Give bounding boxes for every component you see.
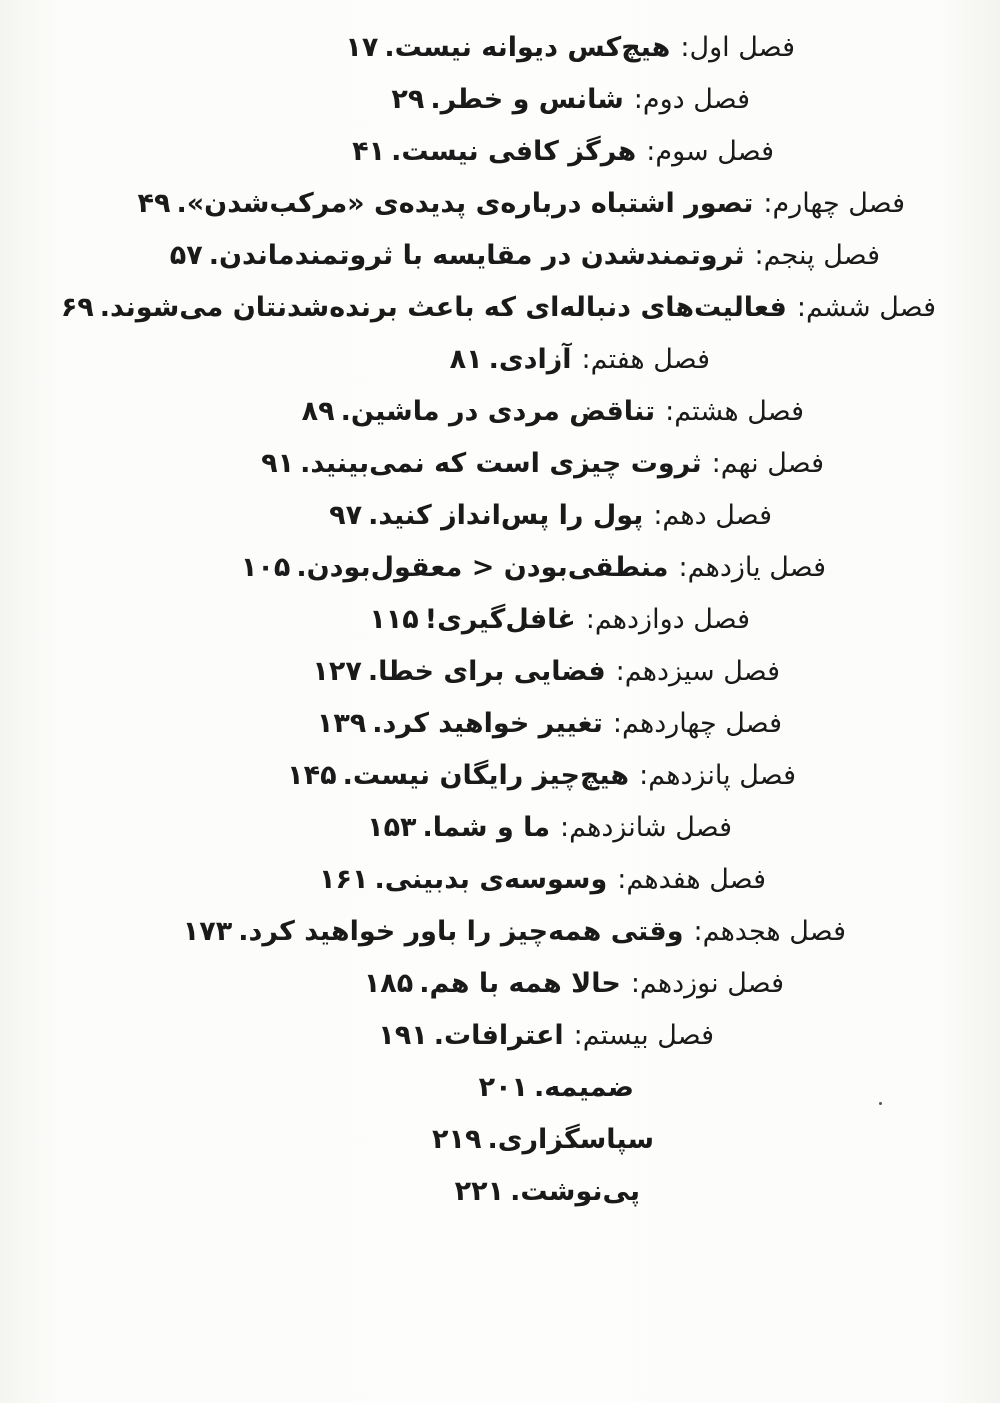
page-number: ۴۱ (352, 136, 386, 167)
chapter-title: پی‌نوشت. (510, 1176, 640, 1207)
chapter-label: فصل ششم: (796, 292, 936, 323)
chapter-label: فصل یازدهم: (678, 552, 826, 583)
page-number: ۹۷ (329, 500, 363, 531)
chapter-title: اعترافات. (433, 1020, 564, 1051)
toc-entry (0, 958, 784, 1010)
page-number: ۲۹ (391, 84, 425, 115)
table-of-contents (0, 22, 1000, 1218)
chapter-title: وسوسه‌ی بدبینی. (374, 864, 608, 895)
chapter-label: فصل هشتم: (665, 396, 804, 427)
chapter-label: فصل شانزدهم: (560, 812, 732, 843)
chapter-title: فضایی برای خطا. (367, 656, 606, 687)
toc-entry (0, 22, 795, 74)
page-number: ۱۰۵ (240, 552, 291, 583)
chapter-title: فعالیت‌های دنباله‌ای که باعث برنده‌شدنتان می‌شوند. (99, 292, 787, 323)
page-number: ۱۲۷ (312, 656, 362, 687)
chapter-title: ما و شما. (422, 812, 551, 843)
chapter-label: فصل هفتم: (581, 344, 710, 375)
toc-entry (0, 802, 732, 854)
chapter-label: فصل سیزدهم: (615, 656, 780, 687)
toc-entry (0, 178, 905, 230)
page-number: ۵۷ (169, 240, 203, 271)
chapter-label: فصل پنجم: (754, 240, 880, 271)
chapter-title: منطقی‌بودن < معقول‌بودن. (296, 552, 669, 583)
chapter-title: شانس و خطر. (430, 84, 624, 115)
chapter-title: تصور اشتباه درباره‌ی پدیده‌ی «مرکب‌شدن». (176, 188, 754, 219)
toc-entry (0, 1166, 640, 1218)
chapter-label: فصل هفدهم: (617, 864, 766, 895)
chapter-label: فصل نهم: (711, 448, 824, 479)
page-number: ۲۰۱ (478, 1072, 529, 1103)
chapter-label: فصل اول: (680, 32, 795, 63)
stray-dot (879, 1102, 882, 1105)
page-number: ۱۶۱ (318, 864, 369, 895)
toc-entry (0, 490, 772, 542)
chapter-title: ضمیمه. (534, 1072, 634, 1103)
chapter-title: غافل‌گیری! (424, 604, 576, 635)
page-number: ۲۲۱ (454, 1176, 505, 1207)
chapter-label: فصل چهاردهم: (612, 708, 782, 739)
toc-entry (0, 386, 804, 438)
toc-entry (0, 1062, 634, 1114)
page-number: ۱۹۱ (378, 1020, 428, 1051)
chapter-title: هیچ‌کس دیوانه نیست. (384, 32, 671, 63)
page-number: ۱۵۳ (367, 812, 417, 843)
chapter-title: ثروتمندشدن در مقایسه با ثروتمندماندن. (208, 240, 745, 271)
chapter-label: فصل دوم: (633, 84, 750, 115)
toc-entry (0, 334, 710, 386)
page-number: ۱۷ (345, 32, 379, 63)
page-number: ۱۸۵ (363, 968, 414, 999)
toc-entry (0, 230, 880, 282)
toc-entry (0, 1010, 714, 1062)
toc-entry (0, 1114, 654, 1166)
page-number: ۶۹ (60, 292, 94, 323)
toc-entry (0, 750, 796, 802)
page-number: ۱۱۵ (369, 604, 419, 635)
page-number: ۱۳۹ (316, 708, 367, 739)
chapter-label: فصل سوم: (646, 136, 774, 167)
page-number: ۲۱۹ (431, 1124, 482, 1155)
toc-entry (0, 74, 750, 126)
chapter-title: هیچ‌چیز رایگان نیست. (342, 760, 630, 791)
toc-entry (0, 542, 826, 594)
page-number: ۸۹ (301, 396, 335, 427)
chapter-title: هرگز کافی نیست. (391, 136, 637, 167)
chapter-label: فصل دهم: (653, 500, 772, 531)
chapter-title: تناقض مردی در ماشین. (340, 396, 656, 427)
chapter-title: آزادی. (488, 344, 572, 375)
toc-entry (0, 906, 846, 958)
toc-entry (0, 698, 782, 750)
chapter-label: فصل چهارم: (763, 188, 905, 219)
toc-entry (0, 646, 780, 698)
toc-entry (0, 594, 750, 646)
page-number: ۴۹ (137, 188, 171, 219)
chapter-title: تغییر خواهید کرد. (372, 708, 603, 739)
chapter-title: وقتی همه‌چیز را باور خواهید کرد. (238, 916, 684, 947)
chapter-label: فصل نوزدهم: (630, 968, 784, 999)
chapter-title: سپاسگزاری. (487, 1124, 654, 1155)
chapter-label: فصل دوازدهم: (585, 604, 750, 635)
page-number: ۹۱ (261, 448, 295, 479)
page-number: ۱۴۵ (287, 760, 337, 791)
page-number: ۱۷۳ (182, 916, 233, 947)
toc-entry (0, 438, 824, 490)
toc-entry (0, 854, 766, 906)
chapter-label: فصل هجدهم: (693, 916, 846, 947)
page-number: ۸۱ (449, 344, 483, 375)
chapter-title: حالا همه با هم. (419, 968, 621, 999)
toc-entry (0, 282, 936, 334)
chapter-label: فصل بیستم: (573, 1020, 714, 1051)
chapter-title: ثروت چیزی است که نمی‌بینید. (300, 448, 702, 479)
chapter-label: فصل پانزدهم: (639, 760, 796, 791)
toc-entry (0, 126, 774, 178)
chapter-title: پول را پس‌انداز کنید. (368, 500, 644, 531)
